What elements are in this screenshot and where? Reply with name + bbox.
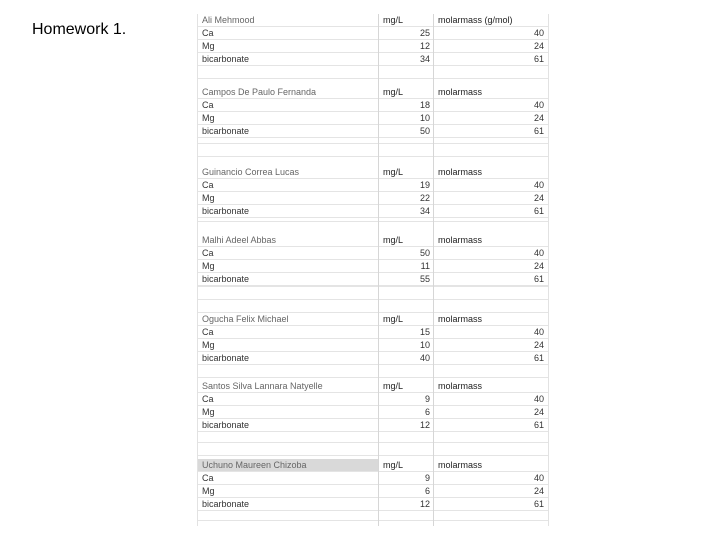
concentration-value[interactable]: 50 (378, 247, 433, 259)
ion-row (198, 27, 548, 40)
molar-mass-value[interactable]: 24 (433, 40, 548, 52)
ion-row (198, 273, 548, 286)
student-name[interactable]: Guinancio Correa Lucas (202, 167, 300, 177)
ion-name[interactable]: Mg (202, 486, 215, 496)
ion-name[interactable]: bicarbonate (202, 353, 250, 363)
molar-mass-value[interactable]: 40 (433, 27, 548, 39)
spreadsheet (197, 14, 549, 526)
concentration-value[interactable]: 22 (378, 192, 433, 204)
grid-row (198, 521, 548, 526)
student-header-row (198, 313, 548, 326)
molar-mass-value[interactable]: 61 (433, 53, 548, 65)
ion-row (198, 125, 548, 138)
concentration-value[interactable]: 10 (378, 112, 433, 124)
concentration-value[interactable]: 25 (378, 27, 433, 39)
concentration-value[interactable]: 6 (378, 406, 433, 418)
molar-mass-value[interactable]: 24 (433, 339, 548, 351)
ion-row (198, 498, 548, 511)
concentration-value[interactable]: 9 (378, 472, 433, 484)
ion-row (198, 99, 548, 112)
unit-header[interactable]: mg/L (378, 86, 433, 98)
student-name[interactable]: Campos De Paulo Fernanda (202, 87, 317, 97)
molarmass-header[interactable]: molarmass (433, 380, 548, 392)
unit-header[interactable]: mg/L (378, 14, 433, 26)
slide-title: Homework 1. (32, 21, 127, 38)
ion-row (198, 53, 548, 66)
grid-row (198, 66, 548, 79)
ion-row (198, 192, 548, 205)
ion-name[interactable]: Mg (202, 41, 215, 51)
molar-mass-value[interactable]: 24 (433, 406, 548, 418)
concentration-value[interactable]: 9 (378, 393, 433, 405)
molar-mass-value[interactable]: 61 (433, 352, 548, 364)
ion-name[interactable]: Ca (202, 394, 214, 404)
ion-row (198, 205, 548, 218)
molar-mass-value[interactable]: 61 (433, 498, 548, 510)
concentration-value[interactable]: 12 (378, 419, 433, 431)
ion-row (198, 485, 548, 498)
ion-row (198, 352, 548, 365)
concentration-value[interactable]: 50 (378, 125, 433, 137)
molar-mass-value[interactable]: 24 (433, 192, 548, 204)
concentration-value[interactable]: 34 (378, 53, 433, 65)
ion-name[interactable]: Ca (202, 28, 214, 38)
molar-mass-value[interactable]: 40 (433, 472, 548, 484)
molarmass-header[interactable]: molarmass (433, 166, 548, 178)
ion-name[interactable]: Ca (202, 100, 214, 110)
molar-mass-value[interactable]: 40 (433, 247, 548, 259)
ion-name[interactable]: Mg (202, 193, 215, 203)
concentration-value[interactable]: 11 (378, 260, 433, 272)
grid-row (198, 144, 548, 157)
ion-row (198, 393, 548, 406)
student-header-row (198, 14, 548, 27)
ion-name[interactable]: Mg (202, 261, 215, 271)
student-name[interactable]: Ali Mehmood (202, 15, 255, 25)
ion-name[interactable]: bicarbonate (202, 126, 250, 136)
unit-header[interactable]: mg/L (378, 459, 433, 471)
grid-row (198, 287, 548, 300)
student-name[interactable]: Santos Silva Lannara Natyelle (202, 381, 323, 391)
student-name[interactable]: Uchuno Maureen Chizoba (198, 459, 378, 471)
concentration-value[interactable]: 19 (378, 179, 433, 191)
molar-mass-value[interactable]: 40 (433, 393, 548, 405)
concentration-value[interactable]: 12 (378, 40, 433, 52)
molar-mass-value[interactable]: 61 (433, 205, 548, 217)
ion-row (198, 326, 548, 339)
molar-mass-value[interactable]: 61 (433, 273, 548, 285)
student-header-row (198, 86, 548, 99)
ion-row (198, 472, 548, 485)
ion-name[interactable]: bicarbonate (202, 54, 250, 64)
unit-header[interactable]: mg/L (378, 380, 433, 392)
molar-mass-value[interactable]: 24 (433, 485, 548, 497)
molar-mass-value[interactable]: 24 (433, 260, 548, 272)
grid-row (198, 443, 548, 456)
student-header-row (198, 234, 548, 247)
ion-row (198, 112, 548, 125)
molarmass-header[interactable]: molarmass (433, 86, 548, 98)
ion-row (198, 179, 548, 192)
ion-row (198, 40, 548, 53)
student-header-row (198, 166, 548, 179)
student-header-row (198, 459, 548, 472)
concentration-value[interactable]: 55 (378, 273, 433, 285)
ion-name[interactable]: bicarbonate (202, 420, 250, 430)
molar-mass-value[interactable]: 40 (433, 179, 548, 191)
ion-name[interactable]: Ca (202, 473, 214, 483)
concentration-value[interactable]: 10 (378, 339, 433, 351)
ion-name[interactable]: Ca (202, 248, 214, 258)
concentration-value[interactable]: 12 (378, 498, 433, 510)
molarmass-header[interactable]: molarmass (433, 313, 548, 325)
ion-name[interactable]: Ca (202, 327, 214, 337)
ion-name[interactable]: Mg (202, 113, 215, 123)
grid-row (198, 300, 548, 313)
student-name[interactable]: Ogucha Felix Michael (202, 314, 289, 324)
grid-row (198, 365, 548, 378)
molarmass-header[interactable]: molarmass (433, 459, 548, 471)
ion-name[interactable]: bicarbonate (202, 499, 250, 509)
column-divider (378, 14, 379, 526)
molar-mass-value[interactable]: 24 (433, 112, 548, 124)
concentration-value[interactable]: 34 (378, 205, 433, 217)
concentration-value[interactable]: 15 (378, 326, 433, 338)
molar-mass-value[interactable]: 61 (433, 125, 548, 137)
ion-name[interactable]: Mg (202, 340, 215, 350)
student-name[interactable]: Malhi Adeel Abbas (202, 235, 277, 245)
unit-header[interactable]: mg/L (378, 234, 433, 246)
molar-mass-value[interactable]: 40 (433, 326, 548, 338)
ion-name[interactable]: bicarbonate (202, 206, 250, 216)
concentration-value[interactable]: 6 (378, 485, 433, 497)
ion-row (198, 339, 548, 352)
ion-row (198, 247, 548, 260)
unit-header[interactable]: mg/L (378, 166, 433, 178)
ion-row (198, 260, 548, 273)
student-header-row (198, 380, 548, 393)
ion-row (198, 406, 548, 419)
concentration-value[interactable]: 18 (378, 99, 433, 111)
molarmass-header[interactable]: molarmass (g/mol) (433, 14, 548, 26)
unit-header[interactable]: mg/L (378, 313, 433, 325)
molarmass-header[interactable]: molarmass (433, 234, 548, 246)
ion-row (198, 419, 548, 432)
concentration-value[interactable]: 40 (378, 352, 433, 364)
molar-mass-value[interactable]: 40 (433, 99, 548, 111)
molar-mass-value[interactable]: 61 (433, 419, 548, 431)
ion-name[interactable]: Mg (202, 407, 215, 417)
column-divider (433, 14, 434, 526)
ion-name[interactable]: Ca (202, 180, 214, 190)
ion-name[interactable]: bicarbonate (202, 274, 250, 284)
